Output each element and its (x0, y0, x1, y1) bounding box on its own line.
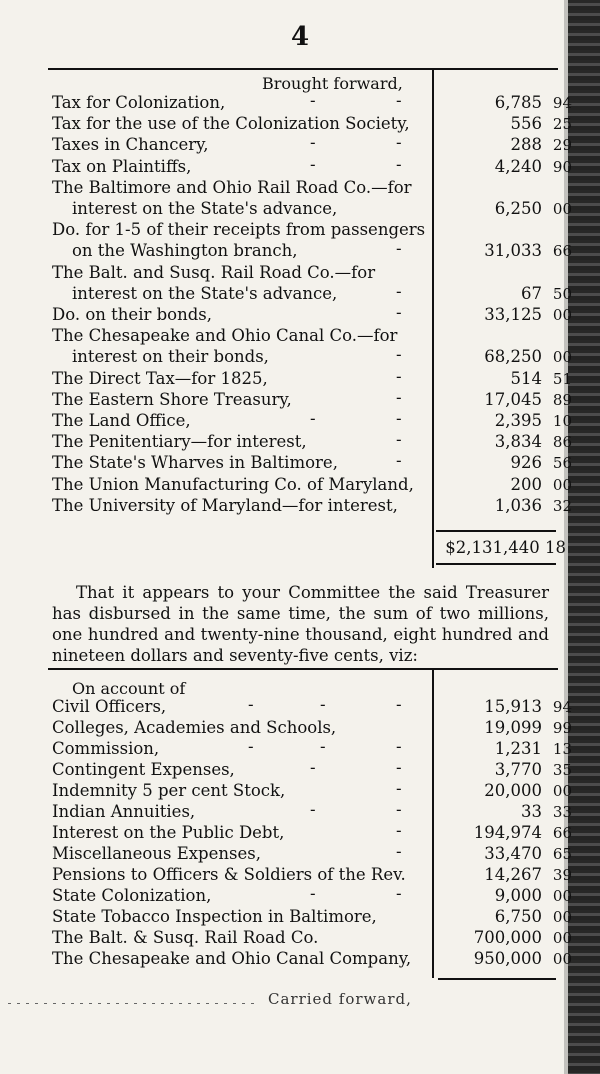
dollars-value: 14,267 (484, 865, 542, 884)
dollars-value: 514 (510, 368, 542, 388)
receipt-row (52, 281, 572, 304)
disbursement-amount (448, 718, 572, 738)
disbursement-label: Indian Annuities, (52, 802, 196, 821)
receipt-row (52, 93, 572, 113)
leader-dash: - (396, 154, 402, 174)
disbursement-row (52, 823, 572, 843)
leader-dash: - (396, 239, 402, 259)
receipt-amount (448, 347, 572, 367)
leader-dash: - (320, 737, 326, 756)
receipt-row (52, 263, 572, 283)
dollars-value: 700,000 (473, 928, 542, 947)
disbursement-amount (448, 823, 572, 843)
receipt-amount (448, 369, 572, 389)
receipt-amount (448, 305, 572, 325)
disbursement-label: The Balt. & Susq. Rail Road Co. (52, 928, 319, 947)
dollars-value: 1,231 (494, 739, 542, 758)
receipt-row (52, 326, 572, 346)
cents-value: 13 (552, 740, 572, 758)
disbursement-row (52, 718, 572, 738)
dollars-value: 15,913 (484, 697, 542, 716)
receipt-label: The Balt. and Susq. Rail Road Co.—for (52, 262, 376, 282)
receipt-label: Taxes in Chancery, (52, 135, 209, 155)
leader-dash: - (396, 303, 402, 322)
cents-value: 66 (552, 824, 572, 842)
leader-dash: - (396, 758, 402, 777)
dollars-value: 19,099 (484, 718, 542, 737)
receipt-amount (448, 263, 572, 283)
disbursement-row (52, 886, 572, 906)
cents-value: 00 (552, 306, 572, 324)
brought-forward-label: Brought forward, (262, 74, 403, 93)
receipt-label: Do. for 1-5 of their receipts from passengers (52, 220, 426, 240)
disbursement-amount (448, 739, 572, 759)
disbursement-paragraph: That it appears to your Committee the said Treasurer has disbursed in the same time, the sum of two millions, one hundred and twenty-nine thousand, eight hundred and nineteen dollars and seventy-five cents, viz: (52, 583, 549, 665)
receipt-amount (448, 390, 572, 410)
receipt-amount (448, 326, 572, 346)
receipts-total: $2,131,440 18 (445, 538, 566, 557)
receipt-row (52, 432, 572, 452)
receipt-row (52, 178, 572, 198)
disbursement-label: Commission, (52, 739, 160, 758)
leader-dash: - (248, 737, 254, 756)
cents-value: 66 (552, 242, 572, 261)
cents-value: 90 (552, 157, 572, 176)
dollars-value: 17,045 (484, 389, 542, 409)
leader-dash: - (310, 800, 316, 819)
cents-value: 29 (552, 136, 572, 155)
receipt-row (52, 496, 572, 516)
receipt-amount (448, 157, 572, 177)
disbursement-row (52, 697, 572, 717)
receipt-amount (448, 199, 572, 219)
dollars-value: 33 (521, 802, 542, 821)
disbursement-row (52, 760, 572, 780)
leader-dash: - (396, 387, 402, 407)
disbursement-row (52, 949, 572, 969)
receipt-amount (448, 411, 572, 431)
cents-value: 94 (552, 698, 572, 716)
receipt-label: The Eastern Shore Treasury, (52, 389, 292, 409)
middle-rule (48, 668, 558, 670)
receipt-row (52, 347, 572, 367)
receipt-label: The Land Office, (52, 411, 191, 430)
dollars-value: 288 (510, 135, 542, 155)
dollars-value: 3,770 (494, 760, 542, 779)
disbursement-label: Civil Officers, (52, 697, 167, 716)
receipt-label: The University of Maryland—for interest, (52, 495, 398, 515)
cents-value: 00 (552, 929, 572, 947)
receipt-row (52, 411, 572, 431)
receipt-row (52, 241, 572, 261)
on-account-of-label: On account of (72, 679, 186, 698)
leader-dash: - (320, 695, 326, 714)
dollars-value: 20,000 (484, 781, 542, 800)
cents-value: 39 (552, 866, 572, 884)
total-lower-rule (436, 563, 556, 565)
cents-value: 32 (552, 496, 572, 515)
dollars-value: 68,250 (484, 347, 542, 367)
dollars-value: 33,125 (484, 305, 542, 324)
leader-dash: - (310, 91, 316, 110)
leader-dash: - (396, 737, 402, 756)
dollars-value: 1,036 (494, 495, 542, 515)
cents-value: 10 (552, 412, 572, 430)
disbursement-label: Colleges, Academies and Schools, (52, 718, 337, 737)
dollars-value: 556 (510, 114, 542, 134)
disbursement-row (52, 865, 572, 885)
bottom-column-rule (438, 978, 556, 980)
receipt-amount (448, 284, 572, 304)
leader-dash: - (396, 821, 402, 840)
leader-dash: - (396, 345, 402, 365)
disbursement-row (52, 928, 572, 948)
receipt-label: on the Washington branch, (72, 241, 298, 261)
dollars-value: 6,785 (494, 93, 542, 112)
disbursement-amount (448, 949, 572, 969)
receipt-amount (448, 432, 572, 452)
disbursement-label: Pensions to Officers & Soldiers of the Rev. (52, 865, 406, 884)
dollars-value: 3,834 (494, 432, 542, 452)
dollars-value: 6,250 (494, 199, 542, 218)
cents-value: 33 (552, 803, 572, 821)
cents-value: 94 (552, 94, 572, 112)
dollars-value: 6,750 (494, 907, 542, 926)
receipt-label: interest on the State's advance, (72, 283, 338, 303)
page-number: 4 (290, 22, 310, 52)
receipt-row (52, 366, 572, 389)
receipt-row (52, 220, 572, 240)
receipt-label: interest on the State's advance, (72, 199, 338, 218)
disbursement-label: Contingent Expenses, (52, 760, 235, 779)
leader-dash: - (396, 884, 402, 903)
disbursement-row (52, 781, 572, 801)
disbursement-amount (448, 697, 572, 717)
dollars-value: 200 (510, 474, 542, 494)
disbursement-row (52, 907, 572, 927)
receipt-label: The Penitentiary—for interest, (52, 432, 307, 452)
receipt-row (52, 305, 572, 325)
book-binding-edge (568, 0, 600, 1074)
leader-dash: - (248, 695, 254, 714)
disbursement-label: Indemnity 5 per cent Stock, (52, 781, 286, 800)
disbursement-label: Miscellaneous Expenses, (52, 844, 261, 863)
receipt-row (52, 154, 572, 177)
leader-dash: - (310, 884, 316, 903)
disbursement-label: The Chesapeake and Ohio Canal Company, (52, 949, 412, 968)
disbursement-label: State Colonization, (52, 886, 212, 905)
carried-forward-label: Carried forward, (268, 990, 412, 1008)
disbursement-amount (448, 865, 572, 885)
leader-dash: - (396, 779, 402, 798)
cents-value: 00 (552, 887, 572, 905)
cents-value: 65 (552, 845, 572, 863)
receipt-row (52, 199, 572, 219)
disbursement-row (52, 844, 572, 864)
disbursement-amount (448, 886, 572, 906)
receipt-amount (448, 178, 572, 198)
leader-dash: - (396, 133, 402, 153)
cents-value: 25 (552, 115, 572, 134)
disbursement-row (52, 802, 572, 822)
receipt-row (52, 475, 572, 495)
cents-value: 00 (552, 950, 572, 968)
receipt-amount (448, 135, 572, 155)
dollars-value: 4,240 (494, 156, 542, 176)
dollars-value: 33,470 (484, 844, 542, 863)
cents-value: 89 (552, 390, 572, 409)
receipt-amount (448, 220, 572, 240)
receipt-label: Tax for Colonization, (52, 93, 226, 112)
top-rule (48, 68, 558, 70)
leader-dash: - (310, 133, 316, 153)
cents-value: 00 (552, 782, 572, 800)
leader-dash: - (396, 842, 402, 861)
leader-dash: - (396, 451, 402, 471)
leader-dash: - (396, 800, 402, 819)
disbursement-label: Interest on the Public Debt, (52, 823, 285, 842)
receipt-row (52, 135, 572, 155)
receipt-row (52, 387, 572, 410)
disbursement-amount (448, 907, 572, 927)
receipt-label: interest on their bonds, (72, 347, 269, 367)
leader-dash: - (396, 281, 402, 301)
cents-value: 50 (552, 284, 572, 303)
leader-dash: - (310, 154, 316, 174)
disbursement-label: State Tobacco Inspection in Baltimore, (52, 907, 377, 926)
receipt-label: Tax for the use of the Colonization Society, (52, 114, 410, 134)
cents-value: 00 (552, 475, 572, 494)
disbursement-amount (448, 760, 572, 780)
receipt-label: The Union Manufacturing Co. of Maryland, (52, 474, 414, 494)
dollars-value: 950,000 (473, 949, 542, 968)
receipt-label: Tax on Plaintiffs, (52, 156, 192, 176)
leader-dash: - (396, 91, 402, 110)
dollars-value: 926 (510, 453, 542, 473)
disbursement-amount (448, 781, 572, 801)
dollars-value: 194,974 (473, 823, 542, 842)
receipt-label: Do. on their bonds, (52, 305, 212, 324)
cents-value: 00 (552, 200, 572, 218)
receipt-amount (448, 114, 572, 134)
disbursement-amount (448, 928, 572, 948)
leader-dash: - (396, 695, 402, 714)
dollars-value: 31,033 (484, 241, 542, 261)
leader-dash: - (310, 758, 316, 777)
leader-dash: - (396, 366, 402, 386)
receipt-label: The Direct Tax—for 1825, (52, 368, 268, 388)
leader-dash: - (396, 409, 402, 428)
receipt-amount (448, 475, 572, 495)
receipt-row (52, 114, 572, 134)
receipt-amount (448, 241, 572, 261)
dollars-value: 2,395 (494, 411, 542, 430)
cents-value: 56 (552, 454, 572, 473)
receipt-amount (448, 93, 572, 113)
receipt-amount (448, 453, 572, 473)
receipt-label: The State's Wharves in Baltimore, (52, 453, 338, 473)
receipt-label: The Baltimore and Ohio Rail Road Co.—for (52, 177, 412, 197)
dollars-value: 67 (521, 283, 542, 303)
cents-value: 99 (552, 719, 572, 737)
disbursement-amount (448, 802, 572, 822)
cents-value: 86 (552, 433, 572, 452)
cents-value: 35 (552, 761, 572, 779)
disbursement-row (52, 739, 572, 759)
cents-value: 00 (552, 348, 572, 367)
disbursement-amount (448, 844, 572, 864)
receipt-label: The Chesapeake and Ohio Canal Co.—for (52, 326, 398, 346)
cents-value: 00 (552, 908, 572, 926)
cents-value: 51 (552, 369, 572, 388)
receipt-row (52, 453, 572, 473)
receipt-amount (448, 496, 572, 516)
leader-dash: - (396, 430, 402, 450)
total-upper-rule (436, 530, 556, 532)
dollars-value: 9,000 (494, 886, 542, 905)
leader-dash: - (310, 409, 316, 428)
